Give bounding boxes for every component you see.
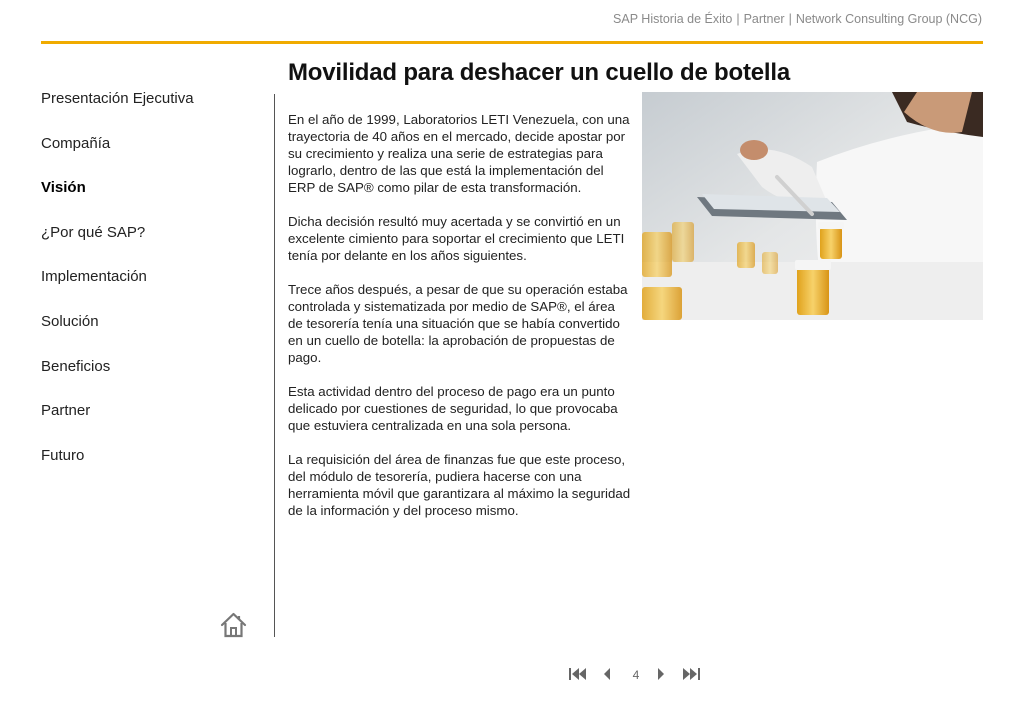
sidebar-item-por-que-sap[interactable]: ¿Por qué SAP? <box>41 223 146 241</box>
paragraph: La requisición del área de finanzas fue que este proceso, del módulo de tesorería, pudiera hacerse con una herramienta móvil que garantizara al máximo la seguridad de la información y del proceso mismo. <box>288 452 631 518</box>
content-divider <box>274 94 275 637</box>
lab-photo <box>642 92 983 320</box>
breadcrumb <box>613 12 982 26</box>
home-icon[interactable] <box>220 612 247 638</box>
sidebar-item-beneficios[interactable]: Beneficios <box>41 357 111 375</box>
breadcrumb-separator: | <box>736 12 740 26</box>
prev-page-icon[interactable] <box>602 666 612 687</box>
breadcrumb-item: Partner <box>743 12 785 26</box>
next-page-icon[interactable] <box>656 666 666 687</box>
sidebar-item-partner[interactable]: Partner <box>41 402 91 420</box>
paragraph: Trece años después, a pesar de que su operación estaba controlada y sistematizada por medio de SAP®, el área de tesorería tenía una situación que se había convertido en un cuello de botella: la aprobación de propuestas de pago. <box>288 282 628 365</box>
breadcrumb-separator: | <box>788 12 792 26</box>
paragraph: Esta actividad dentro del proceso de pago era un punto delicado por cuestiones de seguridad, lo que provocaba que estuviera centralizada en una sola persona. <box>288 384 618 433</box>
paragraph: Dicha decisión resultó muy acertada y se convirtió en un excelente cimiento para soportar el crecimiento que LETI tenía por delante en los años siguientes. <box>288 214 625 263</box>
breadcrumb-item: SAP Historia de Éxito <box>613 12 733 26</box>
breadcrumb-item: Network Consulting Group (NCG) <box>795 12 982 26</box>
sidebar-item-presentacion-ejecutiva[interactable]: Presentación Ejecutiva <box>41 90 194 107</box>
current-page-number: 4 <box>632 668 640 682</box>
body-text <box>288 111 633 536</box>
last-page-icon[interactable] <box>681 666 701 687</box>
sidebar-nav <box>41 84 261 485</box>
page-title: Movilidad para deshacer un cuello de botella <box>288 59 790 86</box>
sidebar-item-implementacion[interactable]: Implementación <box>41 268 147 286</box>
sidebar-item-compania[interactable]: Compañía <box>41 134 111 152</box>
sidebar-item-vision[interactable]: Visión <box>41 179 86 197</box>
paragraph: En el año de 1999, Laboratorios LETI Venezuela, con una trayectoria de 40 años en el mercado, decide apostar por su crecimiento y realiza una serie de estrategias para lograrlo, dentro de las que está la implementación del ERP de SAP® como pilar de esta transformación. <box>288 112 630 195</box>
sidebar-item-solucion[interactable]: Solución <box>41 312 99 330</box>
first-page-icon[interactable] <box>568 666 588 687</box>
sidebar-item-futuro[interactable]: Futuro <box>41 446 85 464</box>
header-accent-rule <box>41 41 983 44</box>
